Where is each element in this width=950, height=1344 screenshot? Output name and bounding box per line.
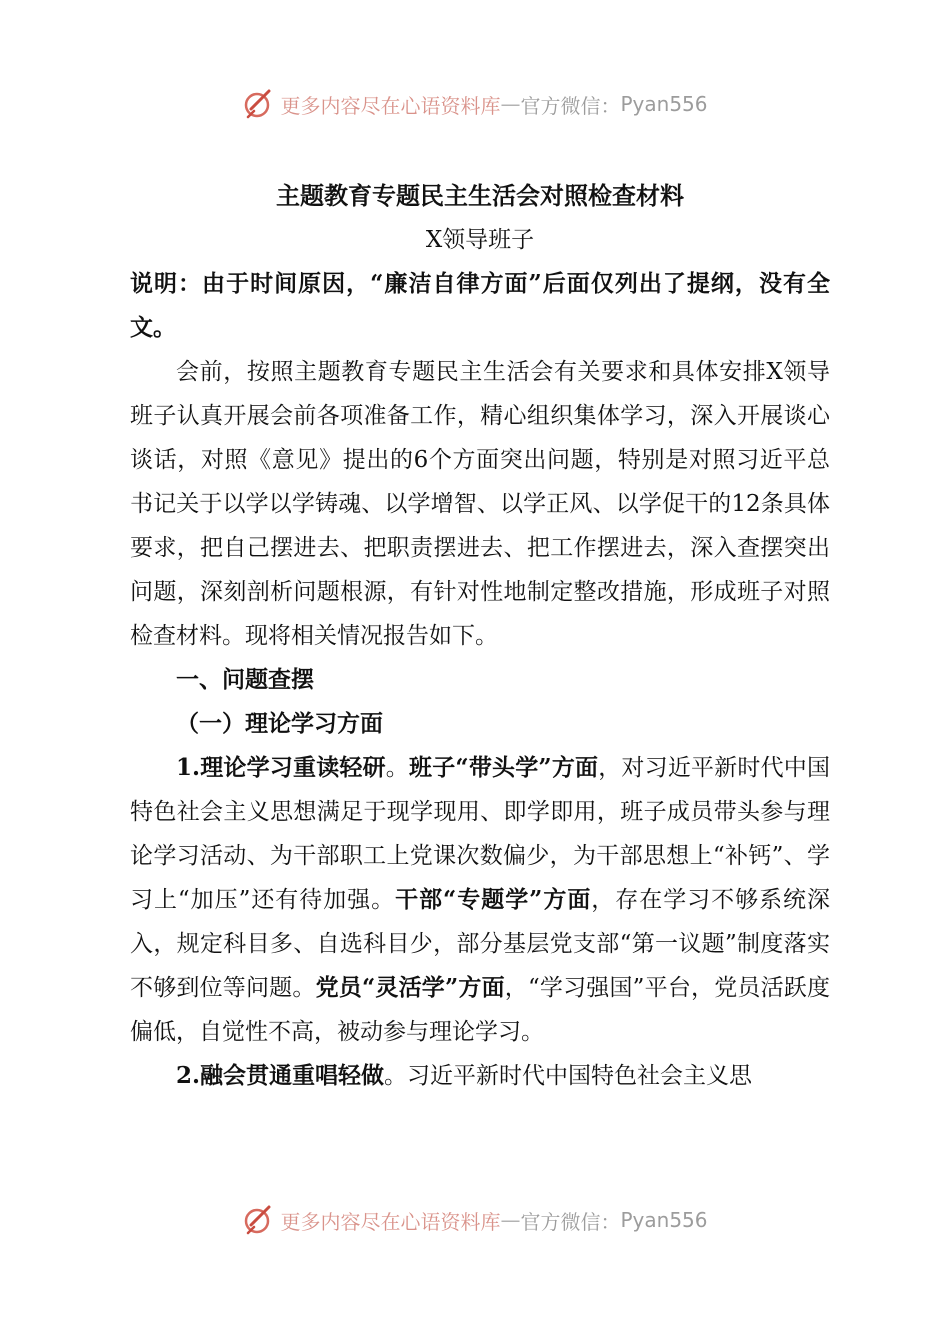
item-1-paragraph [130, 746, 830, 1054]
item-1-point-3-heading: 党员“灵活学”方面 [315, 974, 505, 1001]
item-2-text: 。习近平新时代中国特色社会主义思 [384, 1063, 753, 1089]
watermark-wechat-label: 官方微信： [520, 1209, 621, 1234]
footer-watermark [0, 1200, 950, 1240]
watermark-dash: — [500, 92, 521, 116]
item-2-lead: 2.融会贯通重唱轻做 [176, 1062, 385, 1089]
subsection-heading: （一）理论学习方面 [176, 710, 383, 737]
section-heading: 一、问题查摆 [176, 666, 314, 693]
watermark-dash: — [500, 1208, 521, 1232]
intro-paragraph: 会前，按照主题教育专题民主生活会有关要求和具体安排X领导班子认真开展会前各项准备工作，精心组织集体学习，深入开展谈心谈话，对照《意见》提出的6个方面突出问题，特别是对照习近平总书记关于以学以学铸魂、以学增智、以学正风、以学促干的12条具体要求，把自己摆进去、把职责摆进去、把工作摆进去，深入查摆突出问题，深刻剖析问题根源，有针对性地制定整改措施，形成班子对照检查材料。现将相关情况报告如下。 [130, 359, 830, 649]
header-watermark [0, 84, 950, 124]
watermark-main-text: 更多内容尽在心语资料库 [280, 1209, 501, 1234]
note-paragraph: 说明：由于时间原因，“廉洁自律方面”后面仅列出了提纲，没有全文。 [130, 270, 830, 341]
item-1-period: 。 [385, 755, 409, 781]
item-1-point-2-text: ，存在学习不够系统深入，规定科目多、自选科目少，部分基层党支部“第一议题”制度落实不够到位等问题。 [130, 887, 830, 1001]
document-subtitle: X领导班子 [425, 227, 535, 253]
watermark-wechat-id: Pyan556 [620, 1208, 708, 1232]
watermark-wechat-id: Pyan556 [620, 92, 708, 116]
item-1-point-3-text: ，“学习强国”平台，党员活跃度偏低，自觉性不高，被动参与理论学习。 [130, 975, 830, 1045]
watermark-main-text: 更多内容尽在心语资料库 [280, 93, 501, 118]
document-body [130, 174, 830, 1098]
watermark-wechat-label: 官方微信： [520, 93, 621, 118]
item-1-point-1-text: ，对习近平新时代中国特色社会主义思想满足于现学现用、即学即用，班子成员带头参与理论学习活动、为干部职工上党课次数偏少，为干部思想上“补钙”、学习上“加压”还有待加强。 [130, 755, 831, 913]
watermark-logo-icon [242, 1203, 276, 1237]
watermark-logo-icon [242, 87, 276, 121]
item-1-lead: 1.理论学习重读轻研 [176, 754, 386, 781]
item-1-point-2-heading: 干部“专题学”方面 [395, 886, 592, 913]
document-title: 主题教育专题民主生活会对照检查材料 [276, 181, 684, 210]
item-2-paragraph [130, 1054, 830, 1098]
item-1-point-1-heading: 班子“带头学”方面 [409, 754, 599, 781]
